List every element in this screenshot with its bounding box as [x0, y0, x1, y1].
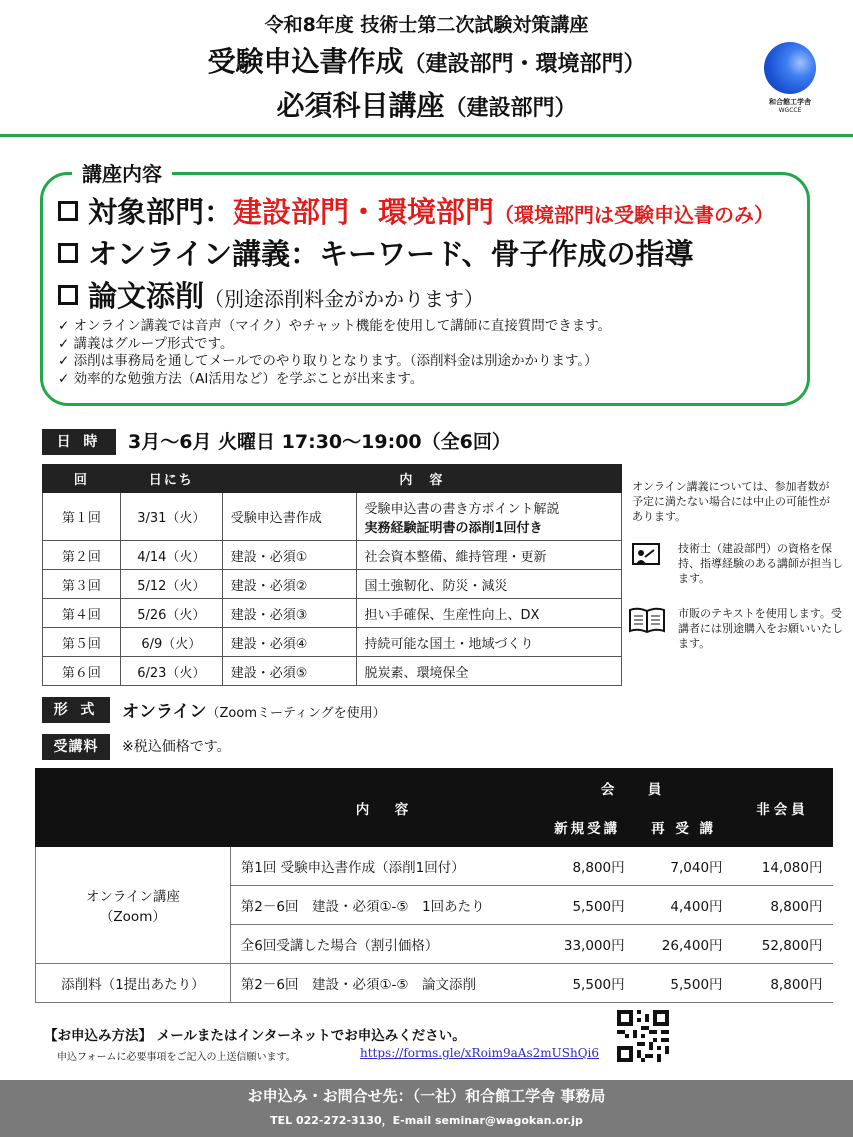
fee-new: 33,000円: [540, 925, 635, 964]
fee-correction-label: 添削料（1提出あたり）: [36, 964, 231, 1003]
checkbox-icon: [58, 285, 78, 305]
fee-row: [36, 847, 833, 886]
qr-code-icon[interactable]: [617, 1010, 669, 1062]
header-title-paren: （建設部門・環境部門）: [403, 52, 646, 77]
schedule-table: [42, 464, 622, 686]
schedule-header-content: 内 容: [222, 465, 621, 493]
fee-nonmember: 52,800円: [733, 925, 833, 964]
format-text: [122, 697, 386, 722]
logo: [760, 42, 820, 116]
footer-contact-info: TEL 022-272-3130，E-mail seminar@wagokan.or.jp: [270, 1114, 583, 1127]
course-item-correction: [58, 274, 484, 315]
schedule-subject: 建設・必須④: [222, 628, 356, 657]
schedule-subject: 受験申込書作成: [222, 493, 356, 541]
fee-row-correction: [36, 964, 833, 1003]
schedule-content: 社会資本整備、維持管理・更新: [356, 541, 621, 570]
course-item3-label: 論文添削: [88, 279, 205, 313]
checkbox-icon: [58, 243, 78, 263]
course-tag: 講座内容: [72, 158, 172, 187]
schedule-content-line: 受験申込書の書き方ポイント解説: [364, 501, 560, 517]
schedule-content: [356, 493, 621, 541]
fee-nonmember: 8,800円: [733, 964, 833, 1003]
fee-content: 第1回 受験申込書作成（添削1回付）: [230, 847, 539, 886]
fee-header-nonmember: 非会員: [733, 769, 833, 847]
course-item-target: [58, 190, 774, 231]
schedule-row: [43, 599, 622, 628]
fee-online-sub: （Zoom）: [99, 909, 166, 925]
book-icon: [628, 606, 666, 641]
fee-nonmember: 8,800円: [733, 886, 833, 925]
format-label: 形 式: [42, 697, 110, 723]
teacher-icon: [632, 542, 662, 575]
schedule-text: 3月〜6月 火曜日 17:30〜19:00（全6回）: [128, 431, 511, 453]
fee-header-content: 内 容: [230, 769, 539, 847]
header-title-main: 受験申込書作成: [207, 45, 404, 78]
course-note: ✓ 効率的な勉強方法（AI活用など）を学ぶことが出来ます。: [58, 370, 424, 387]
header-subtitle: 令和8年度 技術士第二次試験対策講座: [264, 14, 589, 36]
schedule-date: 6/23（火）: [120, 657, 222, 686]
fee-header-repeat: 再 受 講: [635, 807, 733, 847]
schedule-row: [43, 570, 622, 599]
schedule-row: [43, 493, 622, 541]
checkbox-icon: [58, 201, 78, 221]
schedule-header-row: [43, 465, 622, 493]
logo-name: 和合館工学舎: [769, 98, 811, 106]
header-title: [0, 40, 853, 80]
fee-content: 第2－6回 建設・必須①-⑤ 論文添削: [230, 964, 539, 1003]
apply-title: 【お申込み方法】 メールまたはインターネットでお申込みください。: [44, 1028, 466, 1044]
schedule-date: 6/9（火）: [120, 628, 222, 657]
course-item2-text: オンライン講義：キーワード、骨子作成の指導: [88, 237, 694, 271]
schedule-no: 第１回: [43, 493, 121, 541]
schedule-date: 5/12（火）: [120, 570, 222, 599]
schedule-header-date: 日にち: [120, 465, 222, 493]
fee-header-blank: [36, 769, 231, 847]
header-divider: [0, 134, 853, 137]
fee-header-row: [36, 769, 833, 807]
course-item3-note: （別途添削料金がかかります）: [204, 287, 485, 311]
course-note: ✓ 講義はグループ形式です。: [58, 335, 234, 352]
side-note-cancel: オンライン講義については、参加者数が予定に満たない場合には中止の可能性があります。: [632, 480, 830, 523]
footer: [0, 1080, 853, 1137]
fee-online-label: [36, 847, 231, 964]
page-header: [0, 0, 853, 140]
header-title2: [0, 84, 853, 124]
schedule-content: 脱炭素、環境保全: [356, 657, 621, 686]
schedule-content: 国土強靭化、防災・減災: [356, 570, 621, 599]
format-note: （Zoomミーティングを使用）: [206, 706, 386, 721]
side-note-lecturer: 技術士（建設部門）の資格を保持、指導経験のある講師が担当します。: [678, 542, 843, 585]
fee-label: 受講料: [42, 734, 110, 760]
apply-form-link[interactable]: https://forms.gle/xRoim9aAs2mUShQi6: [360, 1046, 600, 1060]
schedule-date: 3/31（火）: [120, 493, 222, 541]
course-item-online: [58, 232, 694, 273]
header-title2-main: 必須科目講座: [276, 89, 445, 122]
course-item1-value: 建設部門・環境部門: [233, 195, 495, 229]
schedule-no: 第３回: [43, 570, 121, 599]
course-note: ✓ オンライン講義では音声（マイク）やチャット機能を使用して講師に直接質問できます。: [58, 318, 612, 334]
fee-header-new: 新規受講: [540, 807, 635, 847]
format-value: オンライン: [122, 702, 207, 722]
fee-new: 5,500円: [540, 886, 635, 925]
schedule-date: 5/26（火）: [120, 599, 222, 628]
fee-new: 5,500円: [540, 964, 635, 1003]
fee-content: 第2－6回 建設・必須①-⑤ 1回あたり: [230, 886, 539, 925]
schedule-row: [43, 657, 622, 686]
fee-online-name: オンライン講座: [85, 889, 180, 905]
schedule-content-line-bold: 実務経験証明書の添削1回付き: [364, 520, 543, 536]
fee-repeat: 4,400円: [635, 886, 733, 925]
fee-repeat: 5,500円: [635, 964, 733, 1003]
side-note-textbook: 市販のテキストを使用します。受講者には別途購入をお願いいたします。: [678, 607, 843, 650]
header-title2-paren: （建設部門）: [444, 96, 577, 121]
schedule-content: 持続可能な国土・地域づくり: [356, 628, 621, 657]
fee-content: 全6回受講した場合（割引価格）: [230, 925, 539, 964]
schedule-no: 第４回: [43, 599, 121, 628]
schedule-header-no: 回: [43, 465, 121, 493]
schedule-label: 日 時: [42, 429, 116, 455]
schedule-no: 第６回: [43, 657, 121, 686]
logo-circle-icon: [764, 42, 816, 94]
fee-note: ※税込価格です。: [122, 739, 231, 755]
schedule-subject: 建設・必須①: [222, 541, 356, 570]
course-notes: [58, 318, 611, 388]
fee-repeat: 7,040円: [635, 847, 733, 886]
schedule-content: 担い手確保、生産性向上、DX: [356, 599, 621, 628]
footer-contact-title: お申込み・お問合せ先：（一社）和合館工学舎 事務局: [247, 1087, 606, 1105]
schedule-no: 第５回: [43, 628, 121, 657]
schedule-date: 4/14（火）: [120, 541, 222, 570]
schedule-subject: 建設・必須③: [222, 599, 356, 628]
fee-new: 8,800円: [540, 847, 635, 886]
schedule-row: [43, 628, 622, 657]
fee-nonmember: 14,080円: [733, 847, 833, 886]
fee-repeat: 26,400円: [635, 925, 733, 964]
course-item1-note: （環境部門は受験申込書のみ）: [494, 203, 775, 227]
fee-header-member: 会 員: [540, 769, 733, 807]
schedule-no: 第２回: [43, 541, 121, 570]
apply-sub: 申込フォームに必要事項をご記入の上送信願います。: [57, 1052, 296, 1063]
course-note: ✓ 添削は事務局を通してメールでのやり取りとなります。（添削料金は別途かかります。）: [58, 353, 598, 369]
schedule-row: [43, 541, 622, 570]
course-item1-label: 対象部門：: [88, 195, 234, 229]
schedule-subject: 建設・必須⑤: [222, 657, 356, 686]
schedule-subject: 建設・必須②: [222, 570, 356, 599]
logo-abbr: WGCCE: [778, 107, 802, 114]
fee-table: [35, 768, 833, 1003]
